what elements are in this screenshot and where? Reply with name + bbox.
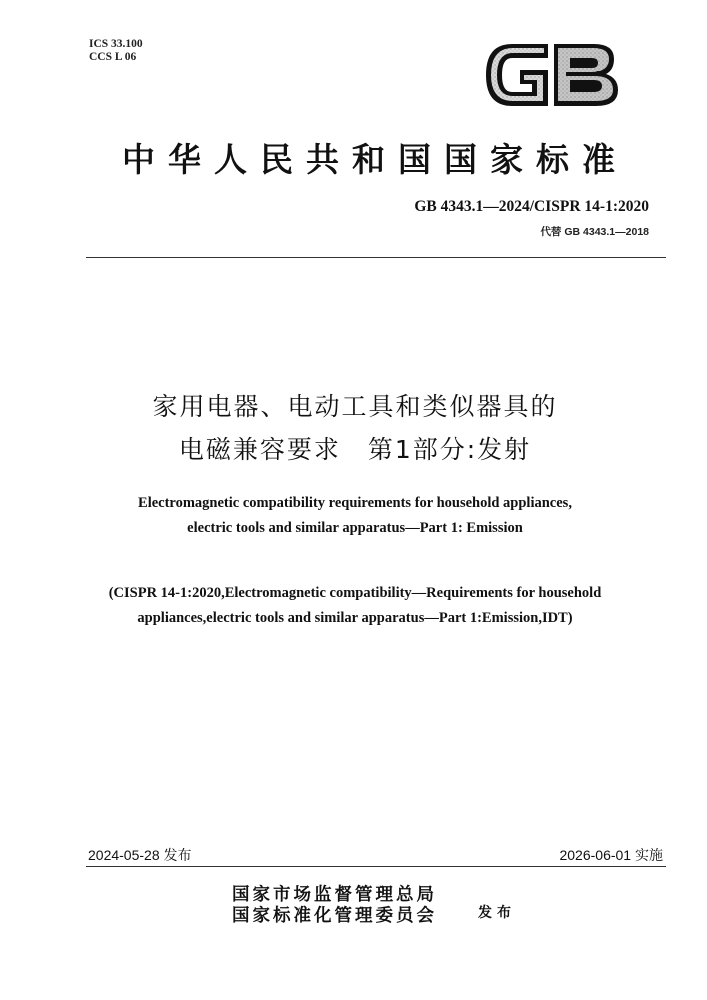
ics-code: ICS 33.100 [89,38,143,50]
issuer-sac: 国家标准化管理委员会 [232,906,437,926]
idt-reference-line-2: appliances,electric tools and similar apparatus—Part 1:Emission,IDT) [137,610,573,626]
footer-divider [86,866,666,867]
gb-logo-icon [482,40,622,110]
national-standard-title: 中华人民共和国国家标准 [122,140,628,179]
idt-reference-line-1: (CISPR 14-1:2020,Electromagnetic compatibility—Requirements for household [108,585,602,601]
replaces-standard: 代替 GB 4343.1—2018 [540,226,649,238]
publish-date: 2024-05-28 发布 [88,847,192,863]
ccs-code: CCS L 06 [89,51,137,63]
classification-codes [89,38,143,64]
en-title-line-1: Electromagnetic compatibility requirements for household appliances, [138,495,572,511]
en-title-line-2: electric tools and similar apparatus—Part 1: Emission [187,520,523,536]
standard-number: GB 4343.1—2024/CISPR 14-1:2020 [414,198,649,215]
issuer-samr: 国家市场监督管理总局 [232,885,437,905]
issue-label: 发布 [478,905,516,921]
cn-title-line-1: 家用电器、电动工具和类似器具的 [152,392,558,421]
cn-title-line-2: 电磁兼容要求 第1部分:发射 [178,435,532,464]
header-divider [86,257,666,258]
issuing-authorities [232,885,437,927]
implementation-date: 2026-06-01 实施 [559,847,663,863]
